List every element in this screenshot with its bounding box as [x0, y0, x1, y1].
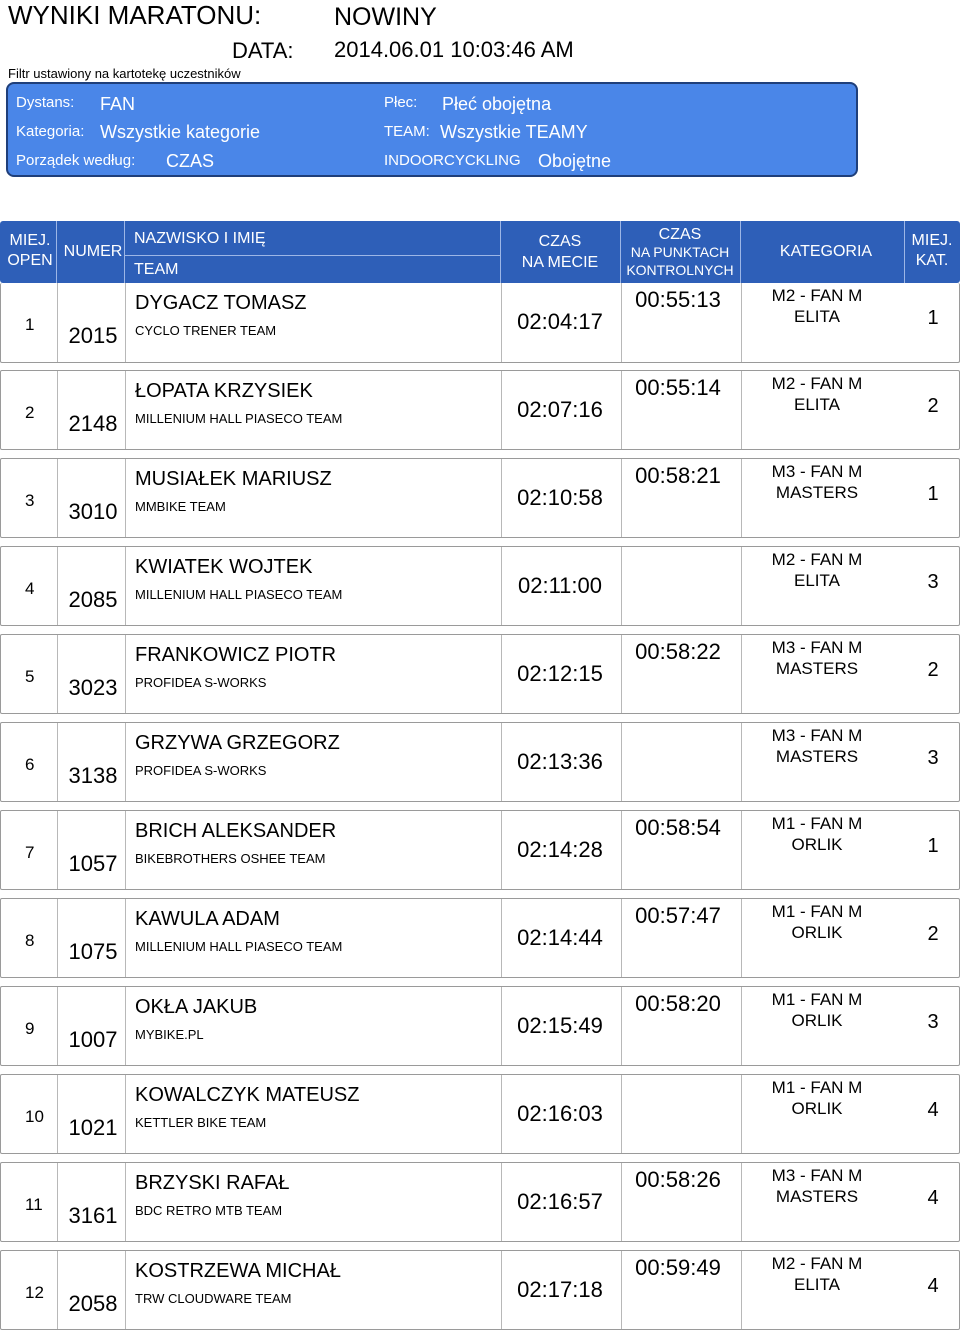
- rider-name: BRICH ALEKSANDER: [135, 820, 337, 842]
- category-label: Kategoria:: [16, 123, 85, 140]
- col-number: NUMER: [63, 243, 123, 260]
- gender-value: Płeć obojętna: [442, 94, 552, 114]
- finish-time: 02:14:28: [517, 837, 603, 862]
- bib-number: 2085: [68, 587, 118, 612]
- open-position: 4: [25, 579, 35, 598]
- category-code: M3 - FAN M: [771, 1166, 863, 1185]
- checkpoint-time: 00:55:14: [635, 375, 721, 400]
- checkpoint-time: 00:58:22: [635, 639, 721, 664]
- indoor-label: INDOORCYCKLING: [384, 152, 521, 169]
- result-row: [0, 898, 960, 978]
- rider-name: KWIATEK WOJTEK: [135, 556, 313, 578]
- category-position: 3: [927, 747, 939, 769]
- category-position: 3: [927, 571, 939, 593]
- result-row: [0, 810, 960, 890]
- result-row: [0, 1074, 960, 1154]
- bib-number: 2148: [68, 411, 118, 436]
- category-code: M2 - FAN M: [771, 1254, 863, 1273]
- category-name: ELITA: [794, 307, 840, 326]
- filter-panel: [6, 82, 858, 177]
- rider-name: KOSTRZEWA MICHAŁ: [135, 1260, 341, 1282]
- finish-time: 02:14:44: [517, 925, 603, 950]
- finish-time: 02:16:57: [517, 1189, 603, 1214]
- rider-team: MYBIKE.PL: [135, 1027, 204, 1042]
- rider-team: BIKEBROTHERS OSHEE TEAM: [135, 851, 326, 866]
- col-checkpoint-line2: NA PUNKTACH: [630, 244, 730, 260]
- bib-number: 3138: [68, 763, 118, 788]
- rider-name: KAWULA ADAM: [135, 908, 280, 930]
- category-position: 2: [927, 395, 939, 417]
- finish-time: 02:12:15: [517, 661, 603, 686]
- rider-team: CYCLO TRENER TEAM: [135, 323, 277, 338]
- col-time-line1: CZAS: [538, 233, 582, 250]
- rider-team: TRW CLOUDWARE TEAM: [135, 1291, 292, 1306]
- rider-name: OKŁA JAKUB: [135, 996, 258, 1018]
- order-label: Porządek według:: [16, 152, 136, 169]
- category-position: 4: [927, 1187, 939, 1209]
- category-name: MASTERS: [775, 747, 859, 766]
- bib-number: 1021: [68, 1115, 118, 1140]
- result-row: [0, 1250, 960, 1330]
- category-position: 2: [927, 659, 939, 681]
- order-value: CZAS: [166, 151, 215, 171]
- category-position: 1: [927, 483, 939, 505]
- filter-note: Filtr ustawiony na kartotekę uczestników: [8, 66, 241, 81]
- col-team: TEAM: [134, 261, 179, 278]
- open-position: 8: [25, 931, 35, 950]
- open-position: 6: [25, 755, 35, 774]
- rider-team: MILLENIUM HALL PIASECO TEAM: [135, 587, 343, 602]
- rider-team: MILLENIUM HALL PIASECO TEAM: [135, 939, 343, 954]
- result-row: [0, 283, 960, 363]
- bib-number: 1007: [68, 1027, 118, 1052]
- rider-team: PROFIDEA S-WORKS: [135, 675, 267, 690]
- checkpoint-time: 00:58:54: [635, 815, 721, 840]
- checkpoint-time: 00:58:21: [635, 463, 721, 488]
- col-cat-pos-line2: KAT.: [915, 252, 949, 269]
- category-name: MASTERS: [775, 1187, 859, 1206]
- category-code: M1 - FAN M: [771, 990, 863, 1009]
- category-code: M2 - FAN M: [771, 286, 863, 305]
- checkpoint-time: 00:55:13: [635, 287, 721, 312]
- rider-name: ŁOPATA KRZYSIEK: [135, 380, 313, 402]
- category-code: M3 - FAN M: [771, 462, 863, 481]
- finish-time: 02:10:58: [517, 485, 603, 510]
- open-position: 5: [25, 667, 35, 686]
- category-name: ORLIK: [791, 1099, 843, 1118]
- category-code: M3 - FAN M: [771, 638, 863, 657]
- distance-value: FAN: [100, 94, 136, 114]
- checkpoint-time: 00:59:49: [635, 1255, 721, 1280]
- distance-label: Dystans:: [16, 94, 75, 111]
- col-cat-pos-line1: MIEJ.: [911, 232, 953, 249]
- date-label: DATA:: [232, 38, 294, 63]
- page-title: WYNIKI MARATONU:: [8, 0, 262, 30]
- bib-number: 1057: [68, 851, 118, 876]
- category-position: 1: [927, 835, 939, 857]
- category-position: 3: [927, 1011, 939, 1033]
- open-position: 9: [25, 1019, 35, 1038]
- rider-team: KETTLER BIKE TEAM: [135, 1115, 267, 1130]
- category-name: ORLIK: [791, 923, 843, 942]
- finish-time: 02:04:17: [517, 309, 603, 334]
- finish-time: 02:17:18: [517, 1277, 603, 1302]
- col-checkpoint-line3: KONTROLNYCH: [626, 262, 734, 278]
- col-open-line1: MIEJ.: [9, 232, 51, 249]
- finish-time: 02:15:49: [517, 1013, 603, 1038]
- category-name: MASTERS: [775, 659, 859, 678]
- gender-label: Płec:: [384, 94, 418, 111]
- team-filter-label: TEAM:: [384, 123, 430, 140]
- category-code: M1 - FAN M: [771, 902, 863, 921]
- result-row: [0, 546, 960, 626]
- category-position: 1: [927, 307, 939, 329]
- bib-number: 3161: [68, 1203, 118, 1228]
- category-name: ORLIK: [791, 1011, 843, 1030]
- open-position: 3: [25, 491, 35, 510]
- category-position: 2: [927, 923, 939, 945]
- result-row: [0, 986, 960, 1066]
- category-name: ELITA: [794, 571, 840, 590]
- results-header: [0, 221, 960, 283]
- open-position: 12: [25, 1283, 44, 1302]
- finish-time: 02:16:03: [517, 1101, 603, 1126]
- result-row: [0, 458, 960, 538]
- finish-time: 02:07:16: [517, 397, 603, 422]
- category-code: M2 - FAN M: [771, 550, 863, 569]
- category-position: 4: [927, 1099, 939, 1121]
- open-position: 2: [25, 403, 35, 422]
- category-code: M1 - FAN M: [771, 814, 863, 833]
- col-time-line2: NA MECIE: [521, 254, 599, 271]
- bib-number: 2015: [68, 323, 118, 348]
- open-position: 11: [25, 1195, 43, 1214]
- rider-name: BRZYSKI RAFAŁ: [135, 1172, 290, 1194]
- result-row: [0, 634, 960, 714]
- team-filter-value: Wszystkie TEAMY: [440, 122, 588, 142]
- rider-name: KOWALCZYK MATEUSZ: [135, 1084, 360, 1106]
- event-name: NOWINY: [334, 3, 437, 31]
- open-position: 7: [25, 843, 35, 862]
- category-code: M2 - FAN M: [771, 374, 863, 393]
- rider-team: MILLENIUM HALL PIASECO TEAM: [135, 411, 343, 426]
- category-code: M3 - FAN M: [771, 726, 863, 745]
- date-value: 2014.06.01 10:03:46 AM: [334, 37, 574, 62]
- col-category: KATEGORIA: [779, 243, 873, 260]
- result-row: [0, 370, 960, 450]
- category-name: ELITA: [794, 395, 840, 414]
- open-position: 10: [25, 1107, 44, 1126]
- category-name: ORLIK: [791, 835, 843, 854]
- rider-name: FRANKOWICZ PIOTR: [135, 644, 337, 666]
- checkpoint-time: 00:58:26: [635, 1167, 721, 1192]
- finish-time: 02:11:00: [517, 573, 602, 598]
- bib-number: 3023: [68, 675, 118, 700]
- category-name: ELITA: [794, 1275, 840, 1294]
- bib-number: 3010: [68, 499, 118, 524]
- col-open-line2: OPEN: [7, 252, 53, 269]
- indoor-value: Obojętne: [538, 151, 612, 171]
- rider-team: MMBIKE TEAM: [135, 499, 226, 514]
- category-position: 4: [927, 1275, 939, 1297]
- rider-team: BDC RETRO MTB TEAM: [135, 1203, 283, 1218]
- rider-team: PROFIDEA S-WORKS: [135, 763, 267, 778]
- finish-time: 02:13:36: [517, 749, 603, 774]
- category-name: MASTERS: [775, 483, 859, 502]
- open-position: 1: [25, 315, 35, 334]
- bib-number: 1075: [68, 939, 118, 964]
- result-row: [0, 722, 960, 802]
- category-code: M1 - FAN M: [771, 1078, 863, 1097]
- bib-number: 2058: [68, 1291, 118, 1316]
- rider-name: DYGACZ TOMASZ: [135, 292, 307, 314]
- rider-name: MUSIAŁEK MARIUSZ: [135, 468, 332, 490]
- result-row: [0, 1162, 960, 1242]
- checkpoint-time: 00:58:20: [635, 991, 721, 1016]
- category-value: Wszystkie kategorie: [100, 122, 261, 142]
- rider-name: GRZYWA GRZEGORZ: [135, 732, 340, 754]
- col-name: NAZWISKO I IMIĘ: [134, 230, 266, 247]
- col-checkpoint-line1: CZAS: [658, 226, 702, 243]
- checkpoint-time: 00:57:47: [635, 903, 721, 928]
